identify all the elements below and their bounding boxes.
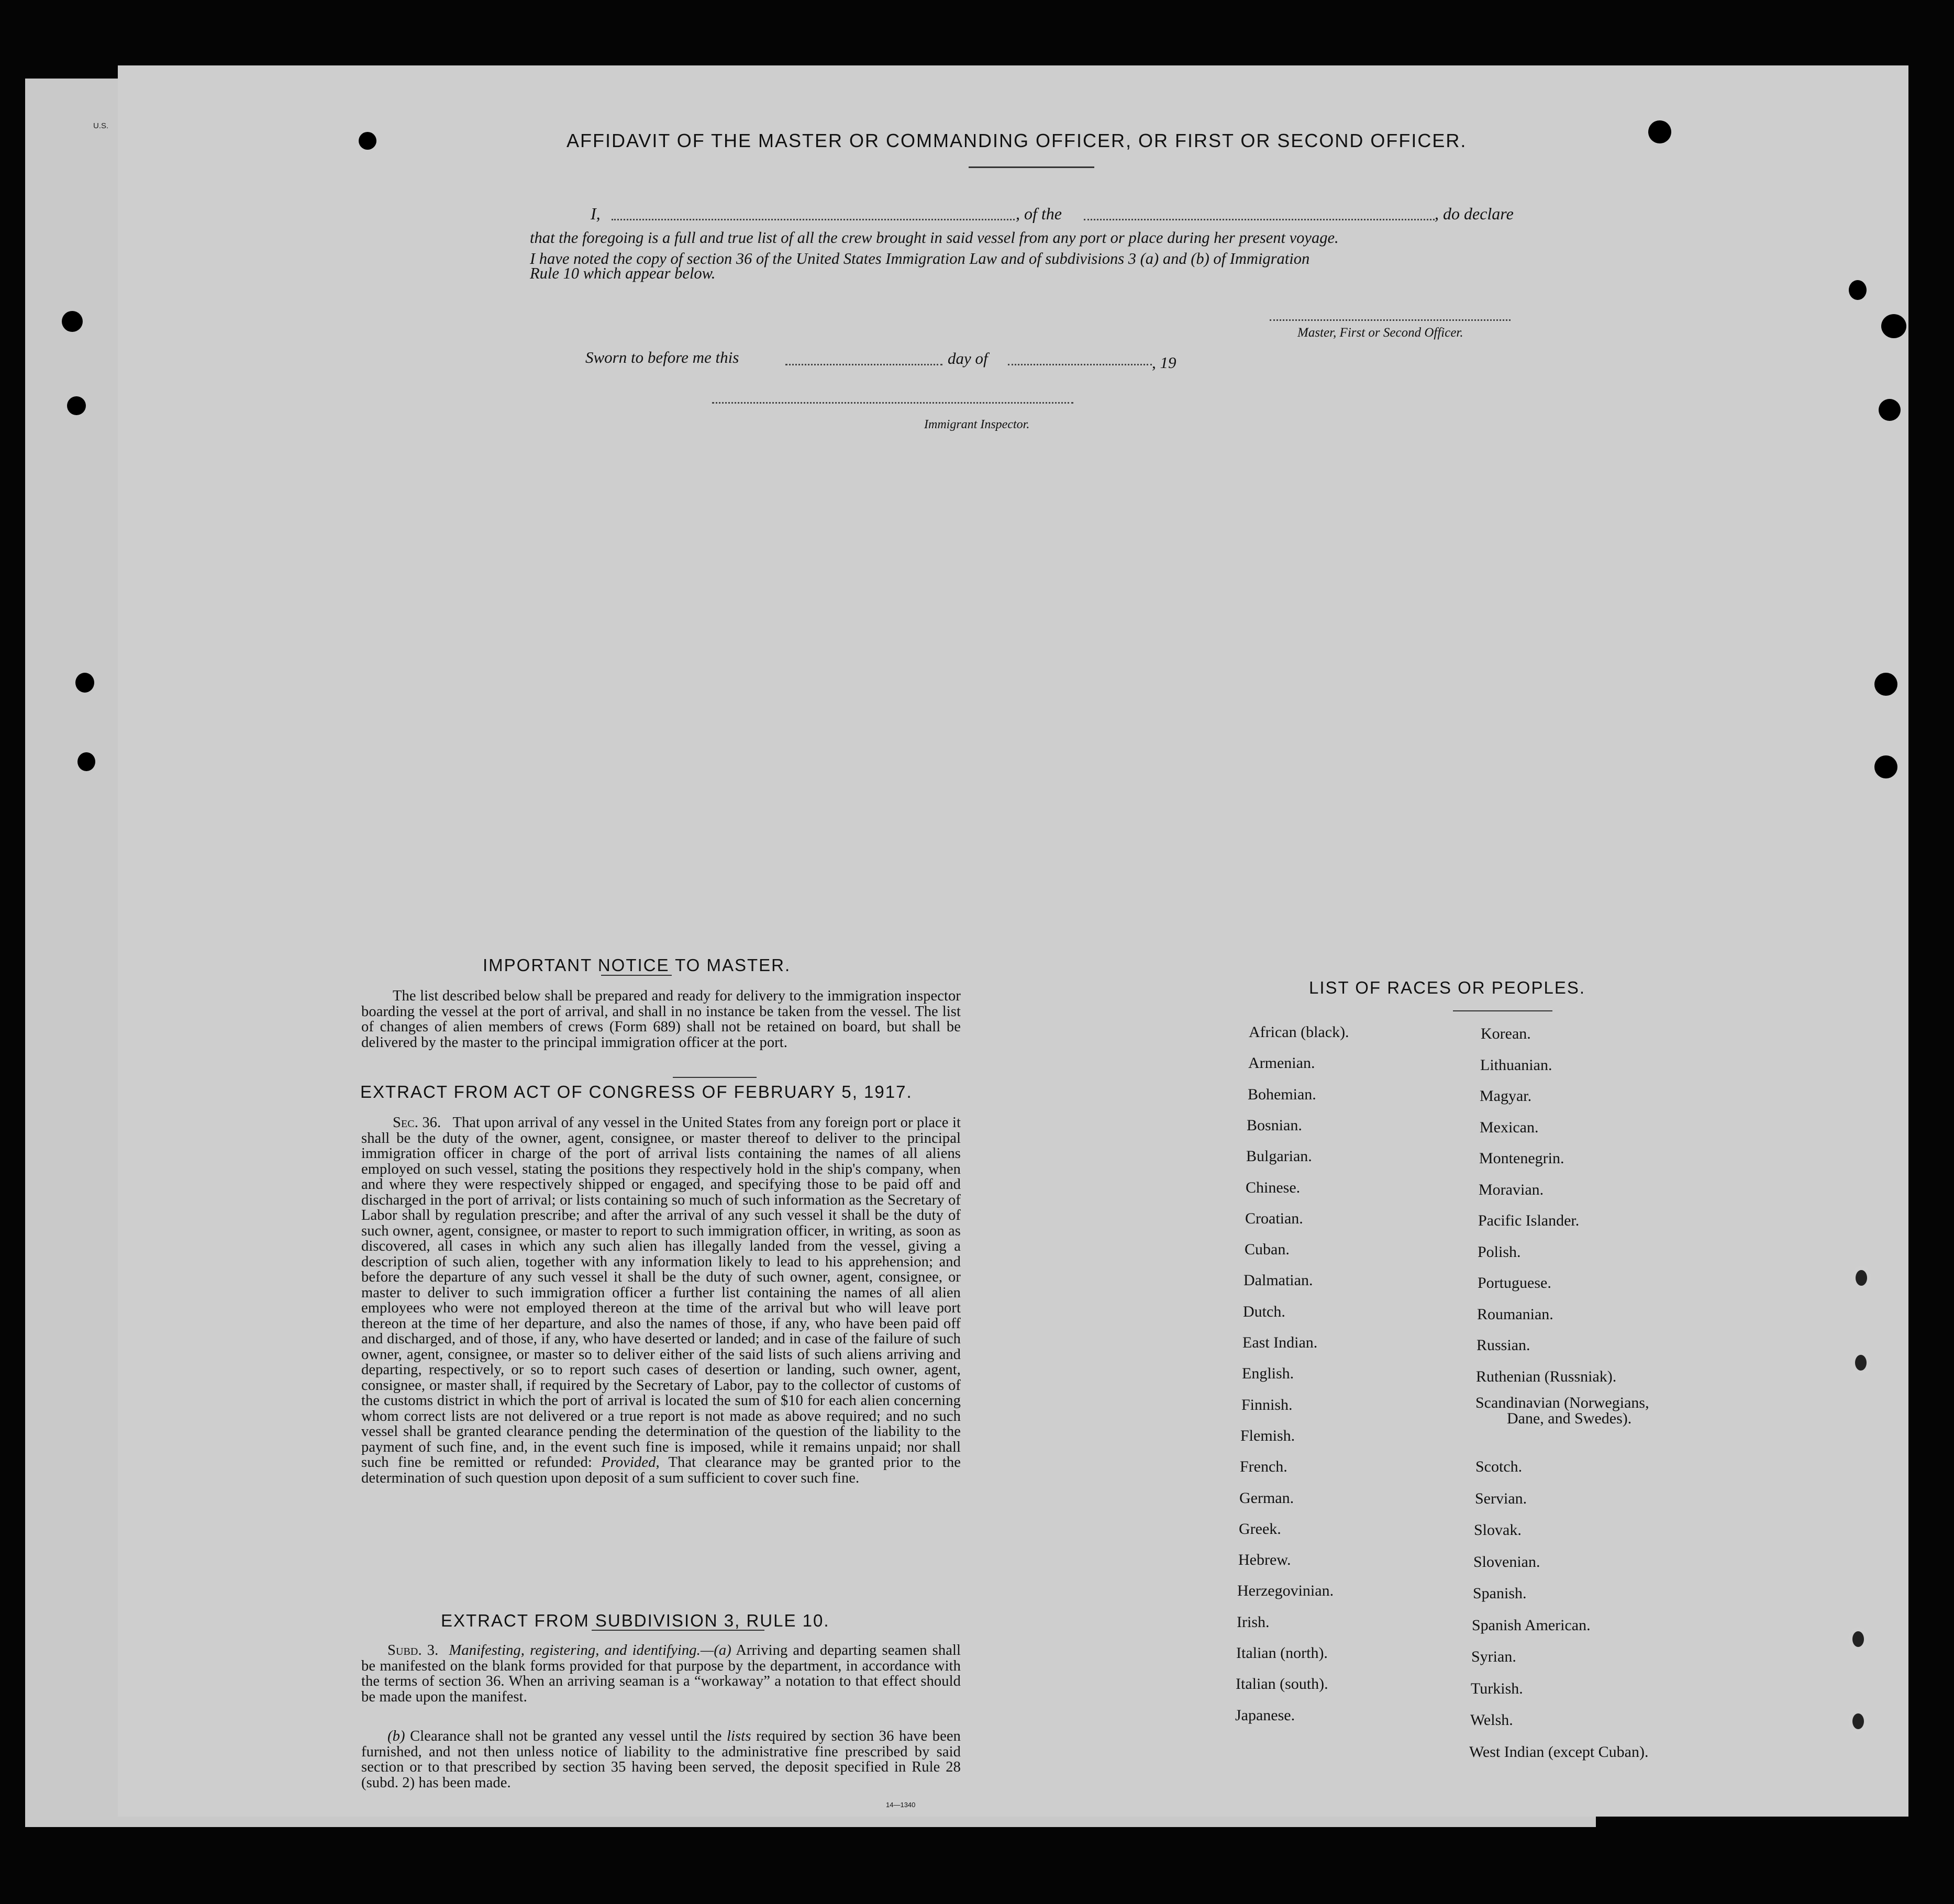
subd-b-marker: (b) — [387, 1728, 405, 1744]
punch-hole — [1849, 280, 1867, 300]
subd-a-body: Arriving and departing seamen shall be manifested on the blank forms provided for that purpose by the department, in accordance with the terms of section 36. When an arriving seaman is a “workaway” a notation to that effect should be made upon the manifest. — [361, 1642, 961, 1705]
race-item: Russian. — [1476, 1337, 1530, 1354]
signature-caption: Master, First or Second Officer. — [1297, 326, 1463, 340]
punch-hole — [1648, 120, 1671, 143]
race-item: Syrian. — [1471, 1648, 1516, 1665]
divider — [601, 975, 672, 976]
race-item: Irish. — [1237, 1613, 1270, 1631]
race-item: French. — [1240, 1458, 1287, 1476]
divider — [673, 1077, 757, 1078]
race-item: Turkish. — [1471, 1679, 1523, 1697]
race-item: Dane, and Swedes). — [1507, 1409, 1632, 1427]
punch-hole — [1879, 399, 1901, 421]
punch-hole — [62, 311, 83, 332]
affidavit-line4: Rule 10 which appear below. — [530, 264, 716, 282]
race-item: Spanish American. — [1472, 1616, 1591, 1634]
affidavit-line3: I have noted the copy of section 36 of the United States Immigration Law and of subdivisions 3 (a) and (b) of Immigration — [530, 250, 1310, 268]
sworn-month-field[interactable] — [1008, 364, 1152, 365]
race-item: Slovak. — [1474, 1521, 1522, 1539]
notice-text: The list described below shall be prepared and ready for delivery to the immigration inspector boarding the vessel at the port of arrival, and shall in no instance be taken from the vessel. The list of changes of alien members of crews (Form 689) shall not be retained on board, but shall be delivered by the master to the principal immigration officer at the port. — [361, 988, 961, 1051]
section-36-text — [361, 1115, 961, 1486]
race-item: Pacific Islander. — [1478, 1212, 1580, 1229]
sworn-label: Sworn to before me this — [585, 348, 739, 366]
subd-b-body-1: Clearance shall not be granted any vessel until the — [410, 1728, 722, 1744]
subd-b-lists: lists — [727, 1728, 751, 1744]
punch-hole — [1881, 314, 1906, 338]
inspector-caption: Immigrant Inspector. — [924, 418, 1030, 431]
race-item: Finnish. — [1241, 1396, 1293, 1413]
subd-b-body-2: required by section 36 have been furnished, and not then unless notice of liability to the administrative fine prescribed by said section or to that prescribed by section 35 having been served, the deposit specified in Rule 28 (subd. 2) has been made. — [361, 1728, 961, 1791]
name-field[interactable] — [612, 219, 1015, 220]
race-item: Greek. — [1239, 1520, 1281, 1538]
race-item: Bohemian. — [1248, 1085, 1316, 1103]
race-item: Servian. — [1475, 1489, 1527, 1507]
notice-title: IMPORTANT NOTICE TO MASTER. — [483, 955, 791, 975]
affidavit-sheet — [118, 65, 1908, 1817]
affidavit-title: AFFIDAVIT OF THE MASTER OR COMMANDING OFFICER, OR FIRST OR SECOND OFFICER. — [567, 130, 1467, 151]
race-item: Chinese. — [1246, 1178, 1301, 1196]
punch-hole — [1851, 1266, 1871, 1290]
punch-hole — [75, 673, 94, 693]
race-item: East Indian. — [1242, 1334, 1318, 1351]
section-36-body: That upon arrival of any vessel in the United States from any foreign port or place it shall be the duty of the owner, agent, consignee, or master thereof to deliver to the principal immigration officer in charge of the port of arrival lists containing the names of all aliens employed on such vessel, stating the positions they respectively hold in the ship's company, when and where they were respectively shipped or engaged, and specifying those to be paid off and discharged in the port of arrival; or lists containing so much of such information as the Secretary of Labor shall by regulation prescribe; and after the arrival of any such vessel it shall be the duty of such owner, agent, consignee, or master to report to such immigration officer, in writing, as soon as discovered, all cases in which any such alien has illegally landed from the vessel, giving a description of such alien, together with any information likely to lead to his apprehension; and before the departure of any such vessel it shall be the duty of such owner, agent, consignee, or master to deliver to such immigration officer a further list containing the names of all alien employees who were not employed thereon at the time of the arrival but who will leave port thereon at the time of her departure, and also the names of those, if any, who have been paid off and discharged, and of those, if any, who have deserted or landed; and in case of the failure of such owner, agent, consignee, or master so to deliver either of the said lists of such aliens arriving and departing, respectively, or so to report such cases of desertion or landing, such owner, agent, consignee, or master shall, if required by the Secretary of Labor, pay to the collector of customs of the customs district in which the port of arrival is located the sum of $10 for each alien concerning whom correct lists are not delivered or a true report is not made as above required; and no such vessel shall be granted clearance pending the determination of the question of the liability to the payment of such fine, and, in the event such fine is imposed, while it remains unpaid; nor shall such fine be remitted or refunded: — [361, 1115, 961, 1471]
race-item: African (black). — [1249, 1023, 1349, 1041]
race-item: Scotch. — [1475, 1458, 1523, 1475]
provided-word: Provided, — [601, 1454, 660, 1471]
race-item: Magyar. — [1480, 1087, 1532, 1105]
affidavit-i: I, — [591, 204, 601, 223]
inspector-signature-field[interactable] — [712, 402, 1073, 404]
vessel-name-field[interactable] — [1084, 219, 1435, 220]
punch-hole — [1851, 1351, 1871, 1375]
race-item: Montenegrin. — [1479, 1150, 1564, 1167]
section-label: Sec. 36. — [393, 1115, 441, 1131]
race-item: Italian (south). — [1236, 1675, 1328, 1693]
race-item: Japanese. — [1235, 1706, 1295, 1724]
race-item: Herzegovinian. — [1237, 1582, 1334, 1600]
race-item: Korean. — [1481, 1025, 1531, 1042]
race-item: Polish. — [1478, 1243, 1521, 1261]
form-number: 14—1340 — [886, 1801, 916, 1809]
race-item: Spanish. — [1473, 1585, 1527, 1602]
subd-label: Subd. 3. — [387, 1642, 439, 1658]
race-item: Dutch. — [1243, 1302, 1285, 1320]
race-item: Slovenian. — [1473, 1553, 1540, 1571]
section-36-end: That clearance may be granted prior to the determination of such question upon deposit of a sum sufficient to cover such fine. — [361, 1454, 961, 1486]
divider — [969, 166, 1094, 168]
rule-extract-title: EXTRACT FROM SUBDIVISION 3, RULE 10. — [441, 1611, 830, 1630]
race-item: Roumanian. — [1477, 1305, 1553, 1323]
punch-hole — [67, 396, 86, 415]
subdivision-b-text — [361, 1729, 961, 1790]
sworn-day-field[interactable] — [785, 364, 942, 365]
race-item: English. — [1242, 1365, 1294, 1383]
punch-hole — [1848, 1627, 1868, 1651]
race-item: Ruthenian (Russniak). — [1476, 1367, 1617, 1385]
race-item: Flemish. — [1240, 1427, 1295, 1444]
race-item: Dalmatian. — [1244, 1272, 1313, 1289]
affidavit-declare: , do declare — [1435, 204, 1514, 223]
day-of-label: day of — [948, 349, 988, 368]
race-item: Scandinavian (Norwegians, — [1475, 1394, 1649, 1411]
race-item: Italian (north). — [1236, 1644, 1328, 1662]
subd-a-marker: —(a) — [700, 1642, 731, 1658]
race-item: Welsh. — [1470, 1711, 1513, 1729]
divider — [592, 1630, 764, 1631]
race-item: West Indian (except Cuban). — [1469, 1743, 1649, 1761]
punch-hole — [1874, 673, 1897, 696]
punch-hole — [77, 752, 95, 771]
punch-hole — [359, 132, 376, 150]
divider — [1453, 1010, 1552, 1011]
year-label: , 19 — [1152, 353, 1176, 372]
race-item: Mexican. — [1480, 1118, 1539, 1136]
affidavit-of-the: , of the — [1016, 204, 1062, 223]
margin-mark: U.S. — [93, 121, 109, 130]
race-item: Portuguese. — [1478, 1274, 1551, 1291]
races-title: LIST OF RACES OR PEOPLES. — [1309, 978, 1586, 997]
race-item: Armenian. — [1248, 1054, 1315, 1072]
race-item: Hebrew. — [1238, 1551, 1291, 1569]
subd-heading: Manifesting, registering, and identifying. — [449, 1642, 701, 1658]
race-item: Lithuanian. — [1480, 1056, 1552, 1074]
act-extract-title: EXTRACT FROM ACT OF CONGRESS OF FEBRUARY 5, 1917. — [360, 1082, 913, 1101]
race-item: Bosnian. — [1247, 1116, 1302, 1134]
race-item: Moravian. — [1479, 1181, 1544, 1198]
race-item: Croatian. — [1245, 1209, 1303, 1227]
signature-field[interactable] — [1270, 319, 1511, 321]
race-item: Cuban. — [1245, 1241, 1290, 1259]
subdivision-a-text — [361, 1643, 961, 1705]
affidavit-line2: that the foregoing is a full and true list of all the crew brought in said vessel from any port or place during her present voyage. — [530, 229, 1339, 247]
race-item: Bulgarian. — [1246, 1148, 1312, 1165]
punch-hole — [1874, 755, 1897, 778]
race-item: German. — [1239, 1489, 1294, 1507]
punch-hole — [1848, 1709, 1868, 1733]
